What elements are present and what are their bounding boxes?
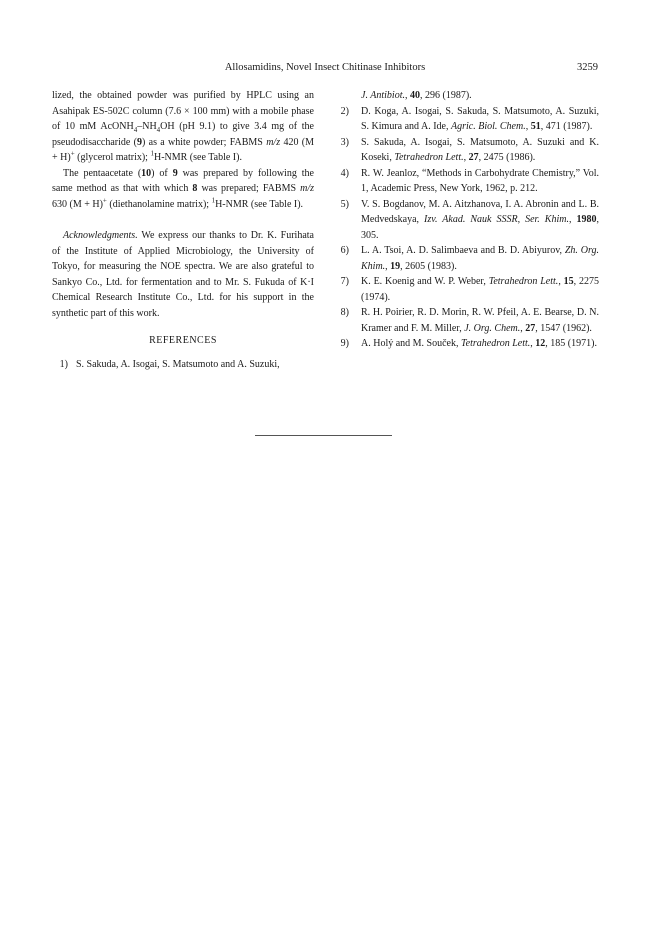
reference-item: 1) S. Sakuda, A. Isogai, S. Matsumoto and A. Suzuki, xyxy=(59,358,280,370)
reference-item: 7) K. E. Koenig and W. P. Weber, Tetrahedron Lett., 15, 2275 (1974). xyxy=(340,276,600,303)
left-column xyxy=(52,88,314,372)
reference-item: 2) D. Koga, A. Isogai, S. Sakuda, S. Matsumoto, A. Suzuki, S. Kimura and A. Ide, Agric. Biol. Chem., 51, 471 (1987). xyxy=(340,105,599,132)
running-title: Allosamidins, Novel Insect Chitinase Inhibitors xyxy=(224,62,426,73)
acknowledgments-label: Acknowledgments. xyxy=(63,230,138,241)
acknowledgments-paragraph: Acknowledgments. We express our thanks to Dr. K. Furihata of the Institute of Applied Microbiology, the University of Tokyo, for measuring the NOE spectra. We are also grateful to Sankyo Co., Ltd. for fermentation and to Mr. S. Fukuda of K·I Chemical Research Institute Co., Ltd. for his support in the synthetic part of this work. xyxy=(52,230,314,319)
reference-item: 9) A. Holý and M. Souček, Tetrahedron Lett., 12, 185 (1971). xyxy=(340,338,597,349)
reference-item: 3) S. Sakuda, A. Isogai, S. Matsumoto, A. Suzuki and K. Koseki, Tetrahedron Lett., 27, 2475 (1986). xyxy=(340,136,599,163)
reference-item: 5) V. S. Bogdanov, M. A. Aitzhanova, I. A. Abronin and L. B. Medvedskaya, Izv. Akad. Nauk SSSR, Ser. Khim., 1980, 305. xyxy=(340,198,599,241)
end-rule xyxy=(255,435,392,436)
references-heading: REFERENCES xyxy=(149,335,217,346)
reference-item: 6) L. A. Tsoi, A. D. Salimbaeva and B. D. Abiyurov, Zh. Org. Khim., 19, 2605 (1983). xyxy=(340,245,599,272)
reference-item: 4) R. W. Jeanloz, “Methods in Carbohydrate Chemistry,” Vol. 1, Academic Press, New York, 1962, p. 212. xyxy=(340,167,599,194)
right-column xyxy=(337,88,599,352)
reference-item: 8) R. H. Poirier, R. D. Morin, R. W. Pfeil, A. E. Bearse, D. N. Kramer and F. M. Miller, J. Org. Chem., 27, 1547 (1962). xyxy=(340,307,599,334)
body-paragraph-1: lized, the obtained powder was purified by HPLC using an Asahipak ES-502C column (7.6 × 100 mm) with a mobile phase of 10 mM $AcONH_4-NH_4OH$ (pH 9.1) to give 3.4 mg of the pseudodisaccharide (9) as a white powder; FABMS m/z 420 (M + H)+ (glycerol matrix); $^1$H-NMR (see Table I). xyxy=(52,90,314,163)
page-number: 3259 xyxy=(577,62,598,73)
body-paragraph-2: The pentaacetate (10) of 9 was prepared by following the same method as that with which 8 was prepared; FABMS m/z 630 (M + H)+ (diethanolamine matrix); $^1$H-NMR (see Table I). xyxy=(52,167,314,210)
page-header xyxy=(52,62,598,78)
reference-continuation: J. Antibiot., 40, 296 (1987). xyxy=(361,90,472,101)
